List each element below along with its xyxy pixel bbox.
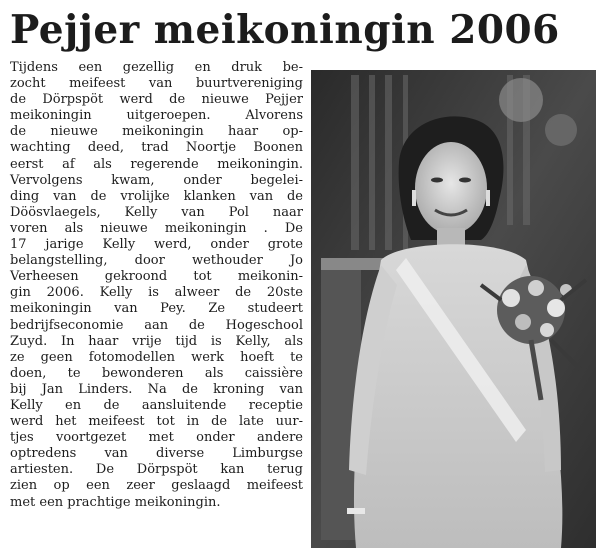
body-line: wachting deed, trad Noortje Boonen [10, 140, 303, 156]
body-line: eerst af als regerende meikoningin. [10, 156, 303, 172]
headline: Pejjer meikoningin 2006 [10, 7, 560, 53]
body-line: Zuyd. In haar vrije tijd is Kelly, als [10, 333, 303, 349]
body-line: bij Jan Linders. Na de kroning van [10, 381, 303, 397]
body-line: de nieuwe meikoningin haar op- [10, 124, 303, 140]
body-line: bedrijfseconomie aan de Hogeschool [10, 317, 303, 333]
body-line: doen, te bewonderen als caissière [10, 365, 303, 381]
body-line: meikoningin van Pey. Ze studeert [10, 301, 303, 317]
body-line: Verheesen gekroond tot meikonin- [10, 269, 303, 285]
body-line: belangstelling, door wethouder Jo [10, 253, 303, 269]
body-line: optredens van diverse Limburgse [10, 446, 303, 462]
article-body [10, 60, 303, 511]
body-line: werd het meifeest tot in de late uur- [10, 414, 303, 430]
body-line: zien op een zeer geslaagd meifeest [10, 478, 303, 494]
body-line: met een prachtige meikoningin. [10, 494, 221, 510]
body-line: gin 2006. Kelly is alweer de 20ste [10, 285, 303, 301]
body-line: Kelly en de aansluitende receptie [10, 397, 303, 413]
body-line: Vervolgens kwam, onder begelei- [10, 172, 303, 188]
body-line: tjes voortgezet met onder andere [10, 430, 303, 446]
body-line: Tijdens een gezellig en druk be- [10, 60, 303, 75]
body-line: Döösvlaegels, Kelly van Pol naar [10, 204, 303, 220]
body-line: meikoningin uitgeroepen. Alvorens [10, 108, 303, 124]
body-line: ze geen fotomodellen werk hoeft te [10, 349, 303, 365]
body-line: artiesten. De Dörpspöt kan terug [10, 462, 303, 478]
photo-illustration [311, 70, 596, 548]
body-line: zocht meifeest van buurtvereniging [10, 76, 303, 92]
body-line: ding van de vrolijke klanken van de [10, 188, 303, 204]
body-line: 17 jarige Kelly werd, onder grote [10, 237, 303, 253]
body-line: de Dörpspöt werd de nieuwe Pejjer [10, 92, 303, 108]
body-line: voren als nieuwe meikoningin . De [10, 220, 303, 236]
photo-meikoningin [311, 70, 596, 548]
